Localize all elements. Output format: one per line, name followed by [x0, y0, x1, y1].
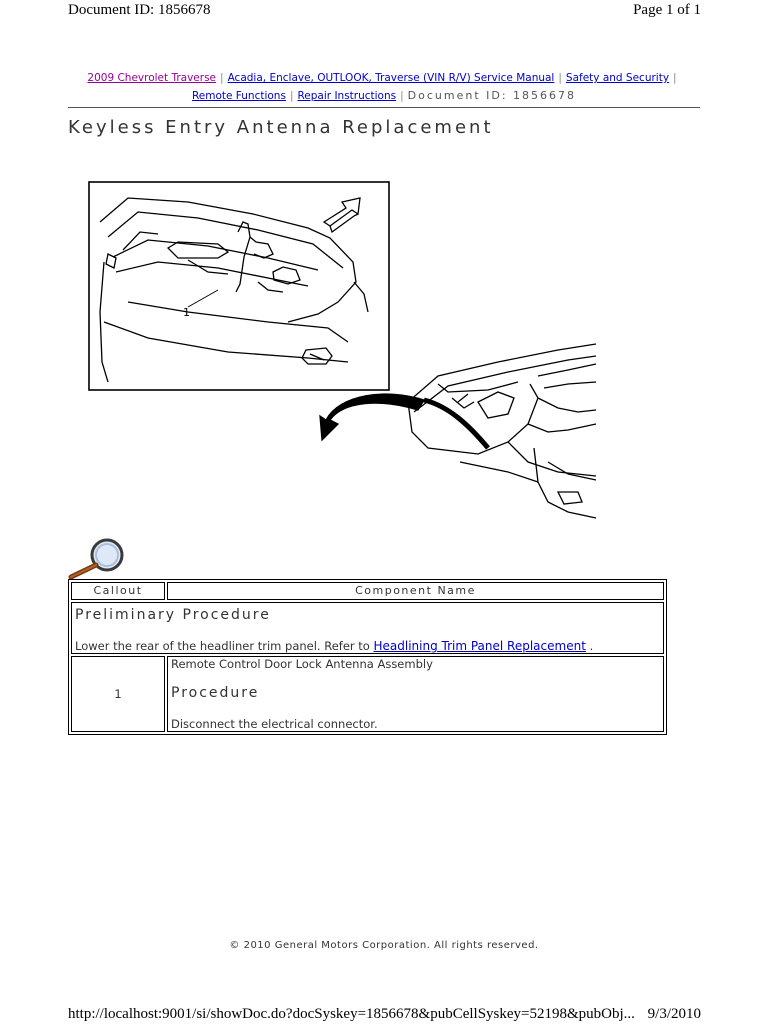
callout-number: 1 — [71, 656, 165, 732]
breadcrumb-link-repair-instructions[interactable]: Repair Instructions — [297, 90, 397, 102]
breadcrumb-separator: | — [558, 72, 562, 84]
column-header-callout: Callout — [71, 582, 165, 600]
print-footer-url: http://localhost:9001/si/showDoc.do?docSyskey=1856678&pubCellSyskey=52198&pubObj... — [68, 1006, 635, 1022]
magnifier-icon[interactable] — [67, 537, 129, 579]
breadcrumb-link-remote-functions[interactable]: Remote Functions — [191, 90, 286, 102]
print-header-document-id: Document ID: 1856678 — [68, 2, 211, 18]
print-header-page-number: Page 1 of 1 — [633, 2, 701, 18]
preliminary-heading: Preliminary Procedure — [75, 607, 271, 623]
column-header-component-name: Component Name — [167, 582, 664, 600]
table-header-row — [71, 582, 664, 600]
breadcrumb — [68, 70, 700, 105]
antenna-location-illustration — [68, 162, 598, 538]
preliminary-cell — [71, 602, 664, 654]
header-divider — [68, 107, 700, 108]
breadcrumb-separator: | — [400, 90, 404, 102]
breadcrumb-separator: | — [220, 72, 224, 84]
procedure-text: Disconnect the electrical connector. — [171, 717, 378, 731]
procedure-table — [68, 579, 667, 735]
page-title: Keyless Entry Antenna Replacement — [68, 117, 494, 138]
preliminary-text: Lower the rear of the headliner trim panel. Refer to — [75, 639, 370, 653]
callout-label: 1 — [183, 306, 190, 319]
copyright-notice: © 2010 General Motors Corporation. All rights reserved. — [229, 940, 539, 951]
component-cell — [167, 656, 664, 732]
vehicle-rear-view — [408, 344, 596, 518]
breadcrumb-link-safety-security[interactable]: Safety and Security — [565, 72, 670, 84]
breadcrumb-link-vehicle[interactable]: 2009 Chevrolet Traverse — [87, 72, 217, 84]
print-footer-date: 9/3/2010 — [647, 1006, 701, 1022]
liftgate-interior-detail — [100, 198, 368, 382]
breadcrumb-separator: | — [673, 72, 677, 84]
table-row — [71, 656, 664, 732]
preliminary-row — [71, 602, 664, 654]
front-direction-arrow — [324, 198, 360, 232]
procedure-heading: Procedure — [171, 685, 260, 701]
headlining-trim-panel-link[interactable]: Headlining Trim Panel Replacement — [373, 639, 586, 653]
component-name: Remote Control Door Lock Antenna Assembly — [171, 657, 433, 671]
preliminary-trailing: . — [589, 639, 594, 653]
breadcrumb-link-service-manual[interactable]: Acadia, Enclave, OUTLOOK, Traverse (VIN R/V) Service Manual — [227, 72, 555, 84]
breadcrumb-document-id: Document ID: 1856678 — [407, 89, 577, 102]
breadcrumb-separator: | — [289, 90, 294, 102]
